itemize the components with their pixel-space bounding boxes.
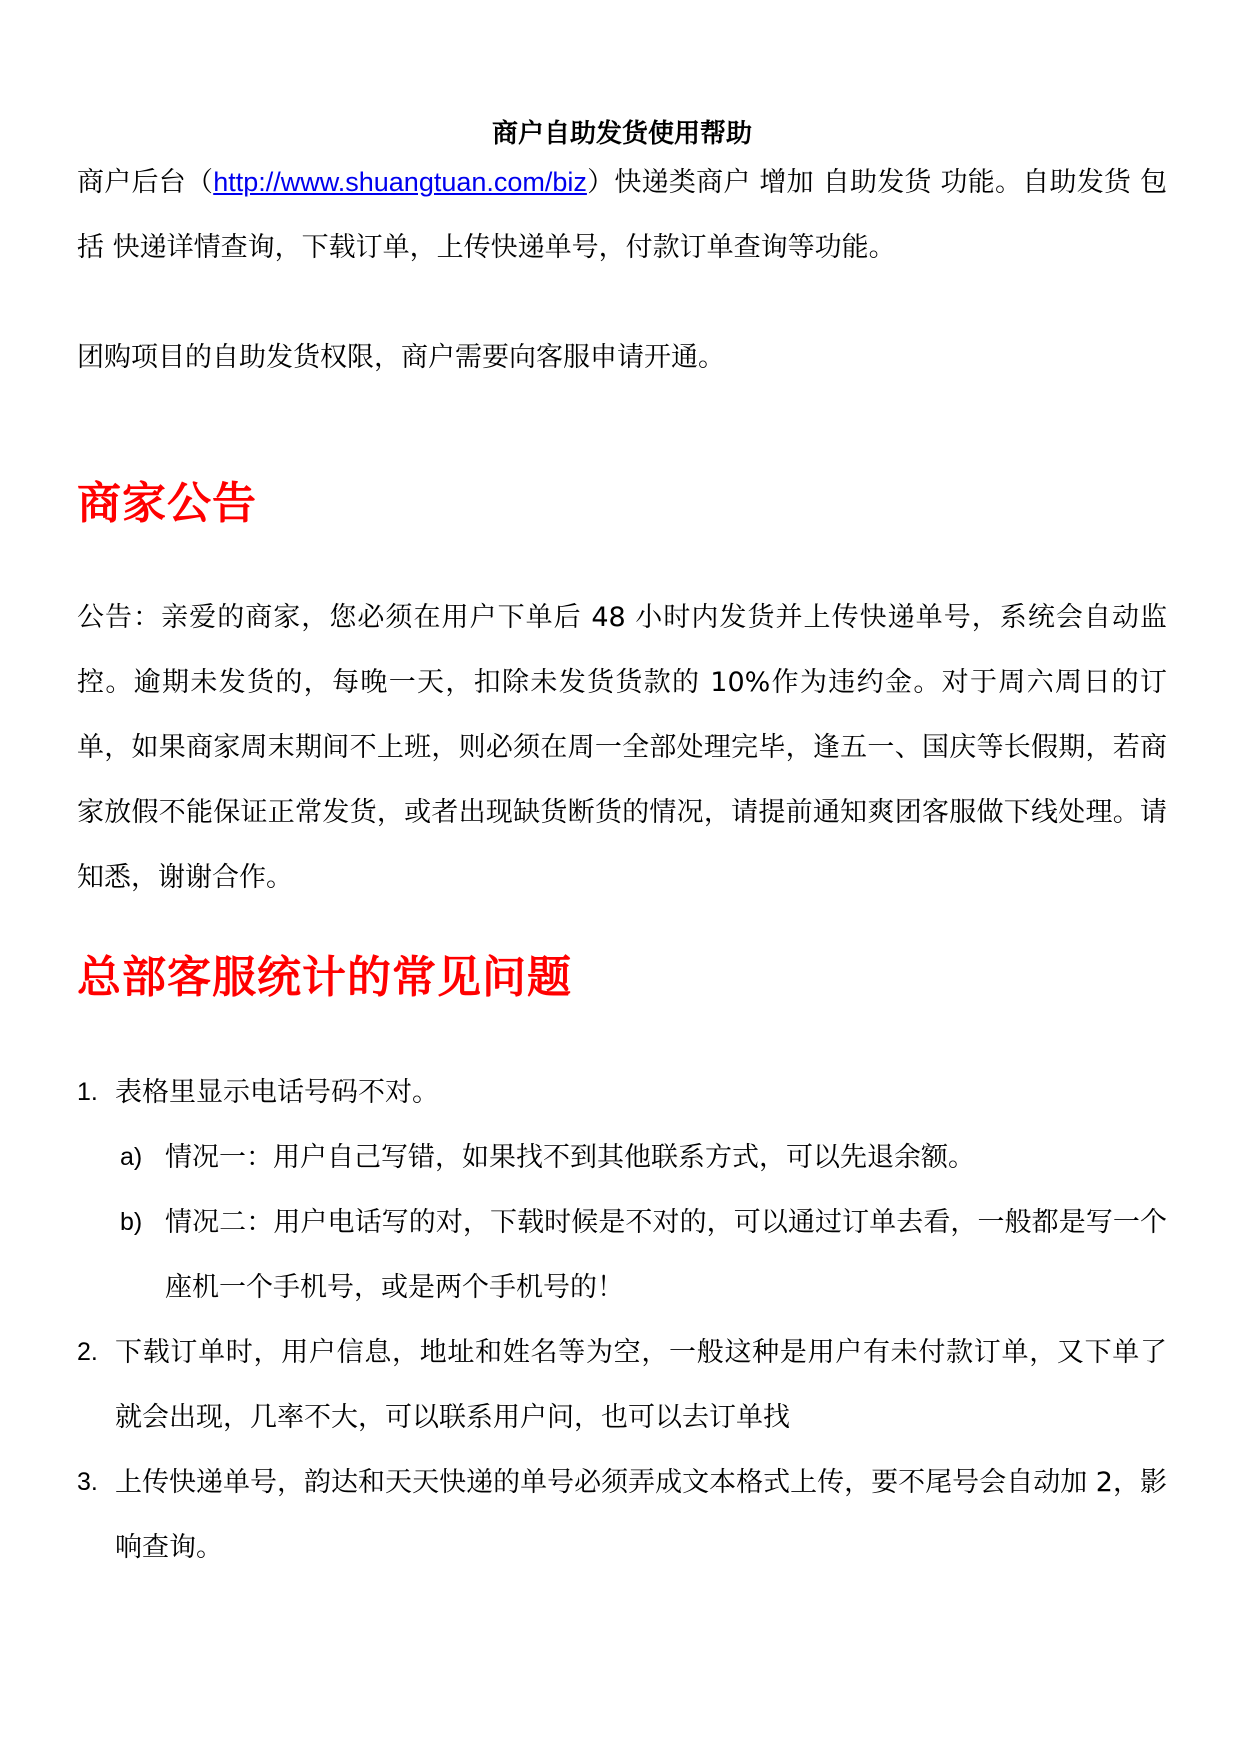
faq-item-1-marker: 1. <box>77 1078 98 1106</box>
faq-item-1a-marker: a) <box>120 1143 143 1171</box>
faq-item-1b-marker: b) <box>120 1208 143 1236</box>
faq-item-1a-text: 情况一：用户自己写错，如果找不到其他联系方式，可以先退余额。 <box>165 1142 975 1173</box>
announcement-body: 公告：亲爱的商家，您必须在用户下单后 48 小时内发货并上传快递单号，系统会自动监控。逾期未发货的，每晚一天，扣除未发货货款的 10%作为违约金。对于周六周日的订单，如果商家周末期间不上班，则必须在周一全部处理完毕，逢五一、国庆等长假期，若商家放假不能保证正常发货，或者出现缺货断货的情况，请提前通知爽团客服做下线处理。请知悉，谢谢合作。 <box>77 602 1167 893</box>
intro-paragraph <box>77 150 1167 280</box>
announcement-heading: 商家公告 <box>77 478 257 529</box>
intro-prefix: 商户后台（ <box>77 167 214 198</box>
faq-item-2-marker: 2. <box>77 1338 98 1366</box>
permission-note: 团购项目的自助发货权限，商户需要向客服申请开通。 <box>77 342 725 373</box>
faq-item-3-text: 上传快递单号，韵达和天天快递的单号必须弄成文本格式上传，要不尾号会自动加 2，影响查询。 <box>115 1467 1167 1563</box>
faq-heading: 总部客服统计的常见问题 <box>77 952 572 1003</box>
faq-item-3-marker: 3. <box>77 1468 98 1496</box>
faq-item-2-text: 下载订单时，用户信息，地址和姓名等为空，一般这种是用户有未付款订单，又下单了就会出现，几率不大，可以联系用户问，也可以去订单找 <box>115 1337 1167 1433</box>
faq-item-1-text: 表格里显示电话号码不对。 <box>115 1077 439 1108</box>
faq-item-1b-text: 情况二：用户电话写的对，下载时候是不对的，可以通过订单去看，一般都是写一个座机一个手机号，或是两个手机号的！ <box>165 1207 1167 1303</box>
merchant-backend-link[interactable]: http://www.shuangtuan.com/biz <box>213 167 587 197</box>
document-title: 商户自助发货使用帮助 <box>491 119 752 149</box>
intro-suffix: ）快递类商户 增加 自助发货 功能。自助发货 包括 快递详情查询，下载订单，上传快递单号，付款订单查询等功能。 <box>77 167 1167 263</box>
